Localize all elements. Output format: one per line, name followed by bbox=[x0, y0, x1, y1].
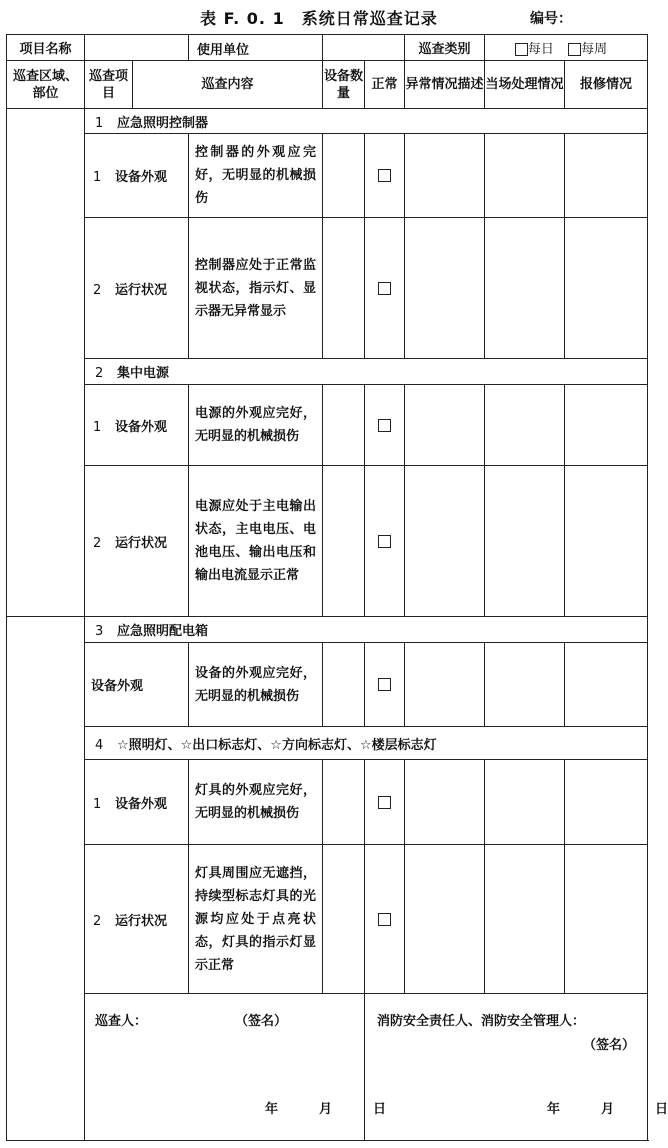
normal-checkbox[interactable] bbox=[378, 678, 391, 691]
inspector-date-day: 日 bbox=[373, 1102, 387, 1117]
abnormal-cell[interactable] bbox=[405, 643, 485, 727]
inspector-sign-note: （签名） bbox=[235, 1014, 288, 1029]
quantity-cell[interactable] bbox=[323, 760, 365, 845]
header-repair: 报修情况 bbox=[565, 61, 648, 109]
onsite-cell[interactable] bbox=[485, 218, 565, 359]
project-name-field[interactable] bbox=[85, 35, 189, 61]
normal-cell[interactable] bbox=[365, 643, 405, 727]
inspection-type-label: 巡查类别 bbox=[405, 35, 485, 61]
item-name: 2 运行状况 bbox=[85, 845, 189, 994]
weekly-checkbox[interactable] bbox=[568, 43, 581, 56]
title-row bbox=[0, 4, 651, 32]
section-title: 2 集中电源 bbox=[85, 359, 648, 385]
user-unit-label: 使用单位 bbox=[197, 43, 250, 58]
table-row bbox=[7, 845, 648, 994]
section-row bbox=[7, 617, 648, 643]
table-row bbox=[7, 466, 648, 617]
section-row bbox=[7, 727, 648, 760]
inspector-date-month: 月 bbox=[319, 1102, 333, 1117]
section-row bbox=[7, 359, 648, 385]
item-content: 电源应处于主电输出状态，主电电压、电池电压、输出电压和输出电流显示正常 bbox=[189, 466, 323, 617]
repair-cell[interactable] bbox=[565, 385, 648, 466]
item-name: 1 设备外观 bbox=[85, 760, 189, 845]
manager-label: 消防安全责任人、消防安全管理人： bbox=[377, 1014, 586, 1029]
item-name: 设备外观 bbox=[85, 643, 189, 727]
manager-date-year: 年 bbox=[547, 1102, 561, 1117]
table-row bbox=[7, 643, 648, 727]
area-cell[interactable] bbox=[7, 617, 85, 1141]
header-row bbox=[7, 61, 648, 109]
normal-checkbox[interactable] bbox=[378, 282, 391, 295]
inspector-label: 巡查人： bbox=[95, 1014, 148, 1029]
table-row bbox=[7, 134, 648, 218]
abnormal-cell[interactable] bbox=[405, 845, 485, 994]
abnormal-cell[interactable] bbox=[405, 218, 485, 359]
header-quantity: 设备数量 bbox=[323, 61, 365, 109]
option-weekly[interactable]: 每周 bbox=[568, 42, 607, 57]
abnormal-cell[interactable] bbox=[405, 760, 485, 845]
manager-date-day: 日 bbox=[655, 1102, 668, 1117]
section-title: 4 ☆照明灯、☆出口标志灯、☆方向标志灯、☆楼层标志灯 bbox=[85, 727, 648, 760]
normal-checkbox[interactable] bbox=[378, 535, 391, 548]
item-content: 灯具周围应无遮挡，持续型标志灯具的光源均应处于点亮状态，灯具的指示灯显示正常 bbox=[189, 845, 323, 994]
manager-date-month: 月 bbox=[601, 1102, 615, 1117]
manager-signature-cell[interactable] bbox=[365, 994, 668, 1141]
onsite-cell[interactable] bbox=[485, 643, 565, 727]
table-row bbox=[7, 218, 648, 359]
header-item: 巡查项目 bbox=[85, 61, 133, 109]
item-content: 设备的外观应完好，无明显的机械损伤 bbox=[189, 643, 323, 727]
daily-checkbox[interactable] bbox=[515, 43, 528, 56]
inspection-record-table bbox=[6, 34, 668, 1141]
serial-number-label: 编号： bbox=[530, 11, 572, 27]
repair-cell[interactable] bbox=[565, 466, 648, 617]
inspection-type-options bbox=[485, 35, 648, 61]
normal-cell[interactable] bbox=[365, 385, 405, 466]
header-abnormal: 异常情况描述 bbox=[405, 61, 485, 109]
item-name: 2 运行状况 bbox=[85, 466, 189, 617]
option-daily[interactable]: 每日 bbox=[515, 42, 554, 57]
project-name-label: 项目名称 bbox=[7, 35, 85, 61]
quantity-cell[interactable] bbox=[323, 134, 365, 218]
header-content: 巡查内容 bbox=[133, 61, 323, 109]
header-area: 巡查区域、部位 bbox=[7, 61, 85, 109]
inspector-signature-cell[interactable] bbox=[85, 994, 387, 1141]
signature-row bbox=[7, 994, 648, 1141]
table-row bbox=[7, 760, 648, 845]
onsite-cell[interactable] bbox=[485, 845, 565, 994]
section-title: 1 应急照明控制器 bbox=[85, 109, 648, 134]
quantity-cell[interactable] bbox=[323, 845, 365, 994]
quantity-cell[interactable] bbox=[323, 385, 365, 466]
item-content: 电源的外观应完好，无明显的机械损伤 bbox=[189, 385, 323, 466]
onsite-cell[interactable] bbox=[485, 760, 565, 845]
repair-cell[interactable] bbox=[565, 760, 648, 845]
area-cell[interactable] bbox=[7, 109, 85, 617]
abnormal-cell[interactable] bbox=[405, 466, 485, 617]
normal-cell[interactable] bbox=[365, 760, 405, 845]
repair-cell[interactable] bbox=[565, 845, 648, 994]
item-name: 2 运行状况 bbox=[85, 218, 189, 359]
repair-cell[interactable] bbox=[565, 643, 648, 727]
item-name: 1 设备外观 bbox=[85, 134, 189, 218]
quantity-cell[interactable] bbox=[323, 218, 365, 359]
quantity-cell[interactable] bbox=[323, 466, 365, 617]
item-content: 灯具的外观应完好，无明显的机械损伤 bbox=[189, 760, 323, 845]
normal-cell[interactable] bbox=[365, 466, 405, 617]
header-onsite: 当场处理情况 bbox=[485, 61, 565, 109]
item-content: 控制器应处于正常监视状态，指示灯、显示器无异常显示 bbox=[189, 218, 323, 359]
onsite-cell[interactable] bbox=[485, 466, 565, 617]
user-unit-field[interactable] bbox=[323, 35, 405, 61]
normal-cell[interactable] bbox=[365, 134, 405, 218]
quantity-cell[interactable] bbox=[323, 643, 365, 727]
section-row bbox=[7, 109, 648, 134]
section-title: 3 应急照明配电箱 bbox=[85, 617, 648, 643]
normal-cell[interactable] bbox=[365, 845, 405, 994]
normal-checkbox[interactable] bbox=[378, 419, 391, 432]
info-row bbox=[7, 35, 648, 61]
item-content: 控制器的外观应完好，无明显的机械损伤 bbox=[189, 134, 323, 218]
normal-checkbox[interactable] bbox=[378, 913, 391, 926]
table-row bbox=[7, 385, 648, 466]
item-name: 1 设备外观 bbox=[85, 385, 189, 466]
onsite-cell[interactable] bbox=[485, 134, 565, 218]
normal-cell[interactable] bbox=[365, 218, 405, 359]
normal-checkbox[interactable] bbox=[378, 796, 391, 809]
form-title: 表 F. 0. 1 系统日常巡查记录 bbox=[200, 9, 438, 28]
repair-cell[interactable] bbox=[565, 218, 648, 359]
repair-cell[interactable] bbox=[565, 134, 648, 218]
onsite-cell[interactable] bbox=[485, 385, 565, 466]
inspector-date-year: 年 bbox=[265, 1102, 279, 1117]
user-unit-cell[interactable] bbox=[189, 35, 323, 61]
abnormal-cell[interactable] bbox=[405, 385, 485, 466]
abnormal-cell[interactable] bbox=[405, 134, 485, 218]
header-normal: 正常 bbox=[365, 61, 405, 109]
manager-sign-note: （签名） bbox=[583, 1038, 636, 1053]
normal-checkbox[interactable] bbox=[378, 169, 391, 182]
